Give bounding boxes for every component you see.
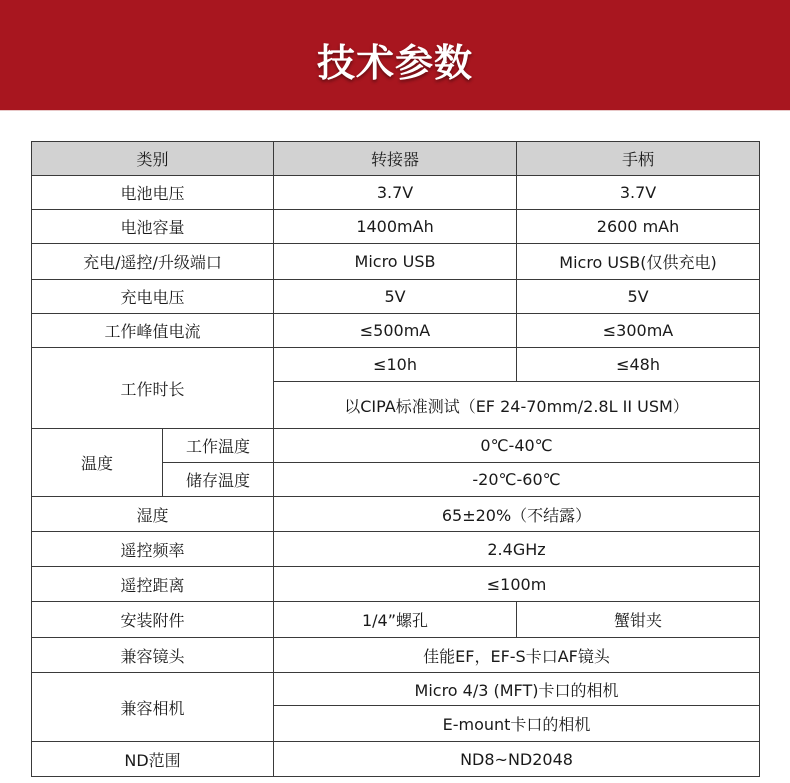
adapter-value: 1/4”螺孔 [274,602,517,638]
handle-value: 蟹钳夹 [517,602,760,638]
table-row [32,638,760,673]
row-label: 湿度 [32,497,274,532]
table-row [32,532,760,567]
adapter-value: 5V [274,280,517,314]
header-divider [0,110,790,111]
page-title: 技术参数 [316,41,473,85]
shared-value: ≤100m [274,567,760,602]
shared-value: 65±20%（不结露） [274,497,760,532]
row-label: 电池容量 [32,210,274,244]
handle-value: 5V [517,280,760,314]
row-label: 工作峰值电流 [32,314,274,348]
table-row [32,673,760,706]
adapter-value: ≤10h [274,348,517,382]
table-row [32,602,760,638]
table-row [32,567,760,602]
shared-value: ND8~ND2048 [274,742,760,777]
sub-row-label: 工作温度 [163,429,274,463]
row-label: 充电电压 [32,280,274,314]
row-label: 电池电压 [32,176,274,210]
row-label: 工作时长 [32,348,274,429]
shared-value: -20℃-60℃ [274,463,760,497]
row-label: 兼容相机 [32,673,274,742]
table-row [32,314,760,348]
table-row [32,497,760,532]
handle-value: Micro USB(仅供充电) [517,244,760,280]
header-banner [0,0,790,110]
column-header-adapter: 转接器 [274,142,517,176]
row-label: ND范围 [32,742,274,777]
table-row [32,280,760,314]
row-label: 遥控距离 [32,567,274,602]
shared-value: 0℃-40℃ [274,429,760,463]
handle-value: 2600 mAh [517,210,760,244]
column-header-category: 类别 [32,142,274,176]
row-label: 兼容镜头 [32,638,274,673]
table-row [32,429,760,463]
shared-value: Micro 4/3 (MFT)卡口的相机 [274,673,760,706]
table-row [32,742,760,777]
row-label: 温度 [32,429,163,497]
shared-value: 佳能EF，EF-S卡口AF镜头 [274,638,760,673]
table-header-row [32,142,760,176]
shared-value: 2.4GHz [274,532,760,567]
sub-row-label: 储存温度 [163,463,274,497]
shared-value: E-mount卡口的相机 [274,706,760,742]
handle-value: ≤300mA [517,314,760,348]
table-row [32,210,760,244]
row-label: 安装附件 [32,602,274,638]
test-standard-note: 以CIPA标准测试（EF 24-70mm/2.8L II USM） [274,382,760,429]
table-row [32,176,760,210]
row-label: 遥控频率 [32,532,274,567]
handle-value: ≤48h [517,348,760,382]
table-row [32,244,760,280]
table-row [32,348,760,382]
adapter-value: Micro USB [274,244,517,280]
column-header-handle: 手柄 [517,142,760,176]
adapter-value: 3.7V [274,176,517,210]
adapter-value: ≤500mA [274,314,517,348]
adapter-value: 1400mAh [274,210,517,244]
spec-table [31,141,760,777]
row-label: 充电/遥控/升级端口 [32,244,274,280]
handle-value: 3.7V [517,176,760,210]
